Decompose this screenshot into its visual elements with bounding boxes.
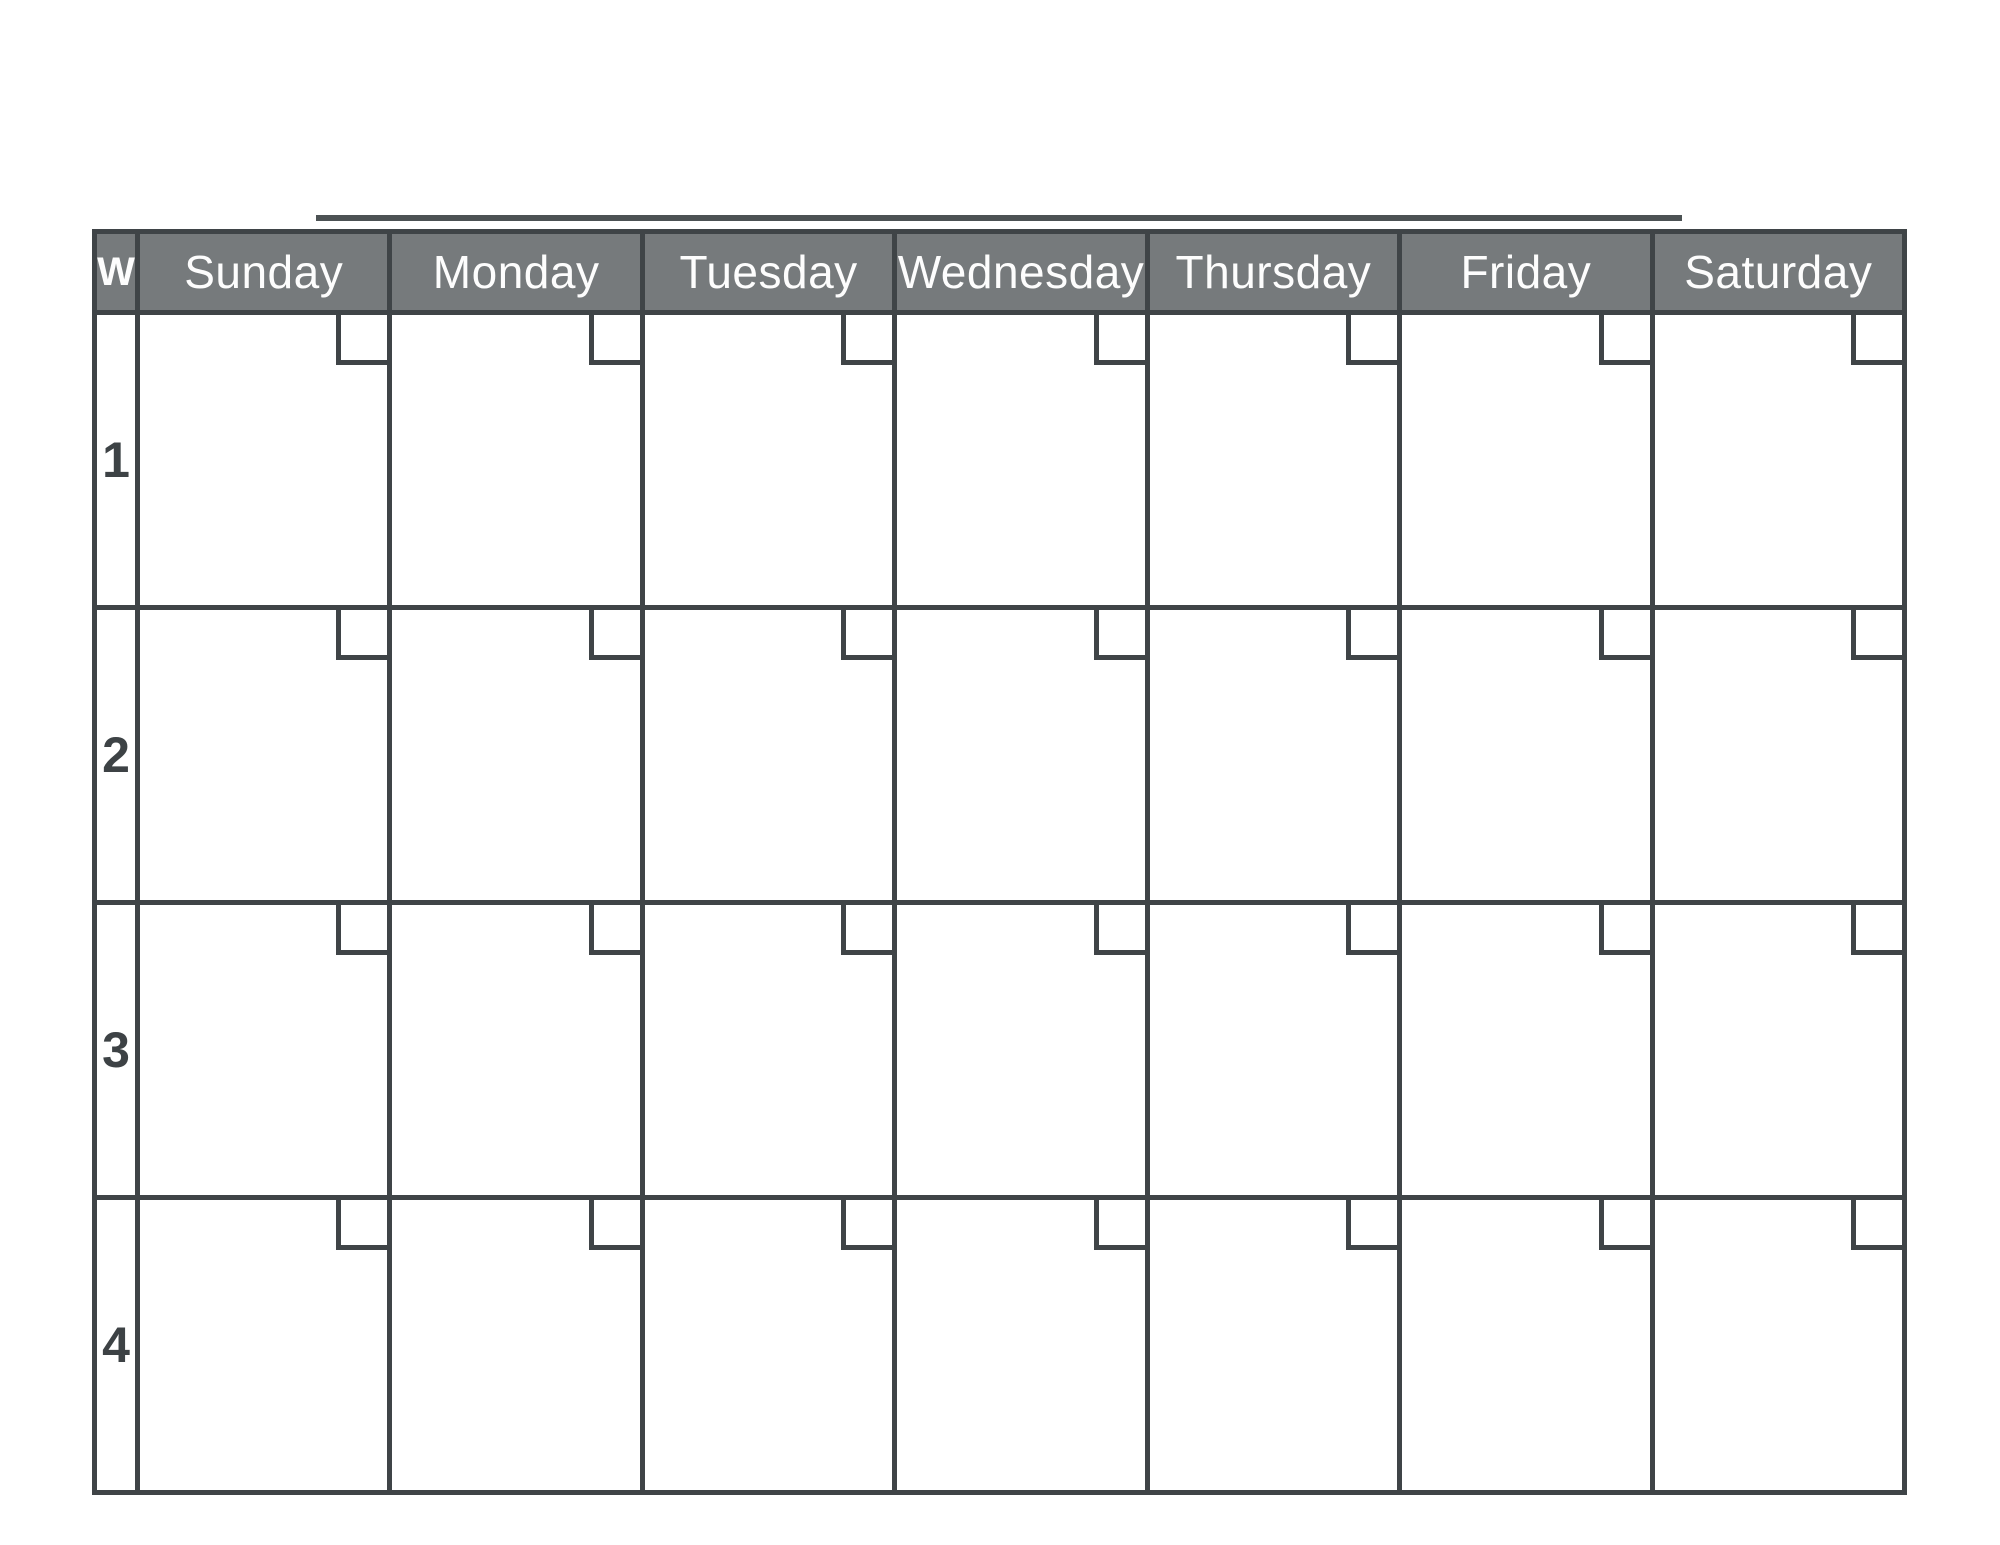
day-cell-w2-saturday — [1655, 610, 1902, 900]
day-header-saturday: Saturday — [1655, 234, 1902, 310]
week-number-1: 1 — [97, 315, 135, 605]
date-corner-box — [589, 1200, 640, 1250]
day-header-friday: Friday — [1402, 234, 1649, 310]
day-cell-w4-tuesday — [645, 1200, 892, 1490]
date-corner-box — [1851, 905, 1902, 955]
date-corner-box — [336, 905, 387, 955]
calendar-grid — [92, 229, 1907, 1495]
date-corner-box — [1851, 1200, 1902, 1250]
day-cell-w2-friday — [1402, 610, 1649, 900]
day-cell-w3-saturday — [1655, 905, 1902, 1195]
day-cell-w4-friday — [1402, 1200, 1649, 1490]
day-cell-w4-saturday — [1655, 1200, 1902, 1490]
date-corner-box — [1094, 315, 1145, 365]
date-corner-box — [336, 610, 387, 660]
month-title-blank-line — [316, 215, 1682, 221]
date-corner-box — [1599, 905, 1650, 955]
date-corner-box — [841, 315, 892, 365]
week-number-4: 4 — [97, 1200, 135, 1490]
day-cell-w3-tuesday — [645, 905, 892, 1195]
day-cell-w1-tuesday — [645, 315, 892, 605]
date-corner-box — [841, 1200, 892, 1250]
date-corner-box — [841, 905, 892, 955]
date-corner-box — [1851, 610, 1902, 660]
day-cell-w1-monday — [392, 315, 639, 605]
day-cell-w2-thursday — [1150, 610, 1397, 900]
date-corner-box — [589, 905, 640, 955]
date-corner-box — [589, 315, 640, 365]
date-corner-box — [1346, 315, 1397, 365]
day-header-tuesday: Tuesday — [645, 234, 892, 310]
day-header-wednesday: Wednesday — [897, 234, 1144, 310]
date-corner-box — [1346, 1200, 1397, 1250]
day-cell-w2-sunday — [140, 610, 387, 900]
day-cell-w3-thursday — [1150, 905, 1397, 1195]
date-corner-box — [1599, 610, 1650, 660]
day-cell-w4-thursday — [1150, 1200, 1397, 1490]
date-corner-box — [1346, 905, 1397, 955]
week-number-2: 2 — [97, 610, 135, 900]
date-corner-box — [1599, 315, 1650, 365]
date-corner-box — [1094, 610, 1145, 660]
day-cell-w2-monday — [392, 610, 639, 900]
day-cell-w3-sunday — [140, 905, 387, 1195]
day-cell-w2-tuesday — [645, 610, 892, 900]
date-corner-box — [589, 610, 640, 660]
date-corner-box — [1094, 905, 1145, 955]
day-cell-w4-wednesday — [897, 1200, 1144, 1490]
date-corner-box — [1346, 610, 1397, 660]
day-cell-w1-wednesday — [897, 315, 1144, 605]
day-cell-w1-sunday — [140, 315, 387, 605]
day-cell-w4-sunday — [140, 1200, 387, 1490]
date-corner-box — [1094, 1200, 1145, 1250]
day-cell-w1-friday — [1402, 315, 1649, 605]
date-corner-box — [1599, 1200, 1650, 1250]
day-header-sunday: Sunday — [140, 234, 387, 310]
week-number-3: 3 — [97, 905, 135, 1195]
day-header-monday: Monday — [392, 234, 639, 310]
date-corner-box — [1851, 315, 1902, 365]
date-corner-box — [336, 315, 387, 365]
day-cell-w1-saturday — [1655, 315, 1902, 605]
date-corner-box — [841, 610, 892, 660]
day-cell-w3-friday — [1402, 905, 1649, 1195]
date-corner-box — [336, 1200, 387, 1250]
day-cell-w4-monday — [392, 1200, 639, 1490]
week-column-header: W — [97, 234, 135, 310]
day-cell-w1-thursday — [1150, 315, 1397, 605]
day-cell-w3-wednesday — [897, 905, 1144, 1195]
day-header-thursday: Thursday — [1150, 234, 1397, 310]
day-cell-w3-monday — [392, 905, 639, 1195]
day-cell-w2-wednesday — [897, 610, 1144, 900]
